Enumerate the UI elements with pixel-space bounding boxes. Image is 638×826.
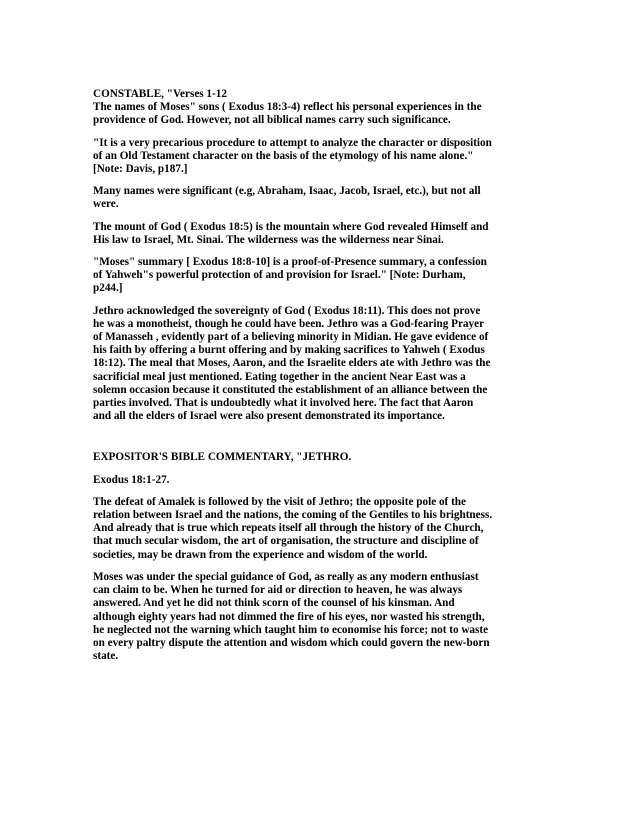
paragraph-moses-guidance: Moses was under the special guidance of God, as really as any modern enthusiast can claim to be. When he turned for aid or direction to heaven, he was always answered. And yet he did not think scorn of the counsel of his kinsman. And although eighty years had not dimmed the fire of his eyes, nor wasted his strength, he neglected not the warning which taught him to economise his force; not to waste on every paltry dispute the attention and wisdom which could govern the new-born state. <box>93 570 490 663</box>
paragraph-defeat-of-amalek: The defeat of Amalek is followed by the visit of Jethro; the opposite pole of the relation between Israel and the nations, the coming of the Gentiles to his brightness. And already that is true which repeats itself all through the history of the Church, that much secular wisdom, the art of organisation, the structure and discipline of societies, may be drawn from the experience and wisdom of the world. <box>93 495 493 561</box>
paragraph-constable-intro: CONSTABLE, "Verses 1-12 The names of Moses" sons ( Exodus 18:3-4) reflect his personal experiences in the providence of God. However, not all biblical names carry such significance. <box>93 88 482 127</box>
paragraph-davis-quote: "It is a very precarious procedure to attempt to analyze the character or disposition of an Old Testament character on the basis of the etymology of his name alone." [Note: Davis, p187.] <box>93 136 492 176</box>
document-page <box>93 88 553 672</box>
paragraph-moses-summary: "Moses" summary [ Exodus 18:8-10] is a proof-of-Presence summary, a confession of Yahweh"s powerful protection of and provision for Israel." [Note: Durham, p244.] <box>93 256 487 295</box>
section-heading-expositors: EXPOSITOR'S BIBLE COMMENTARY, "JETHRO. <box>93 451 352 464</box>
scripture-reference: Exodus 18:1-27. <box>93 473 170 486</box>
paragraph-names-significant: Many names were significant (e.g, Abraham, Isaac, Jacob, Israel, etc.), but not all were. <box>93 185 481 211</box>
paragraph-mount-of-god: The mount of God ( Exodus 18:5) is the mountain where God revealed Himself and His law to Israel, Mt. Sinai. The wilderness was the wilderness near Sinai. <box>93 220 489 246</box>
paragraph-jethro-acknowledged: Jethro acknowledged the sovereignty of God ( Exodus 18:11). This does not prove he was a monotheist, though he could have been. Jethro was a God-fearing Prayer of Manasseh , evidently part of a believing minority in Midian. He gave evidence of his faith by offering a burnt offering and by making sacrifices to Yahweh ( Exodus 18:12). The meal that Moses, Aaron, and the Israelite elders ate with Jethro was the sacrificial meal just mentioned. Eating together in the ancient Near East was a solemn occasion because it constituted the establishment of an alliance between the parties involved. That is undoubtedly what it involved here. The fact that Aaron and all the elders of Israel were also present demonstrated its importance. <box>93 304 491 423</box>
